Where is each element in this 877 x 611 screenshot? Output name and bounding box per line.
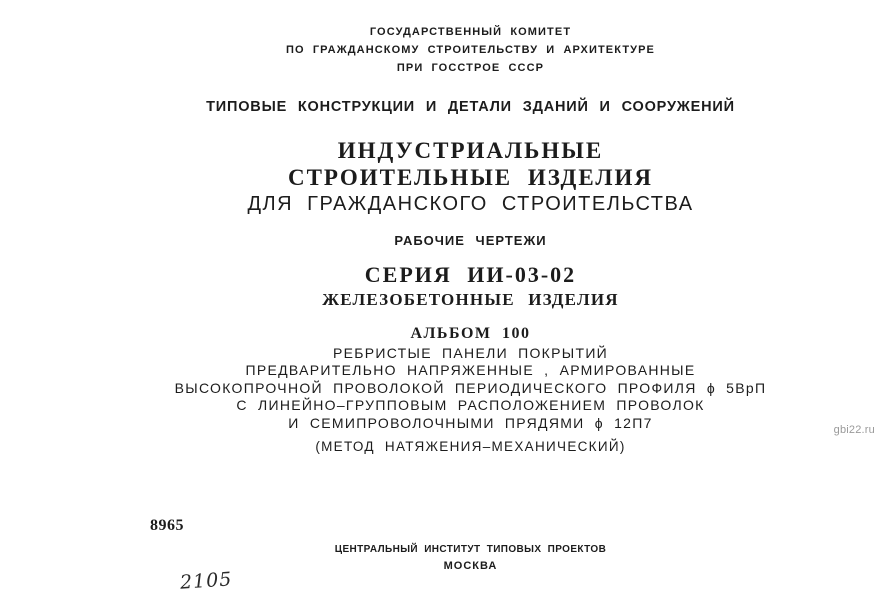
album-line: РЕБРИСТЫЕ ПАНЕЛИ ПОКРЫТИЙ	[332, 344, 609, 361]
handwritten-number: 2105	[179, 568, 234, 594]
main-title-line-2: СТРОИТЕЛЬНЫЕ ИЗДЕЛИЯ	[287, 165, 654, 190]
album-title: АЛЬБОМ 100	[410, 325, 531, 342]
main-title	[64, 137, 877, 218]
series-block	[64, 262, 877, 312]
committee-line-3: ПРИ ГОССТРОЕ СССР	[396, 62, 545, 74]
album-line: С ЛИНЕЙНО–ГРУППОВЫМ РАСПОЛОЖЕНИЕМ ПРОВОЛОК	[236, 397, 705, 413]
committee-header	[64, 23, 877, 77]
publisher-block	[64, 542, 877, 574]
publisher-name: ЦЕНТРАЛЬНЫЙ ИНСТИТУТ ТИПОВЫХ ПРОЕКТОВ	[334, 544, 607, 555]
album-block	[64, 325, 877, 456]
album-line: ПРЕДВАРИТЕЛЬНО НАПРЯЖЕННЫЕ , АРМИРОВАННЫЕ	[245, 362, 696, 378]
series-subtitle: ЖЕЛЕЗОБЕТОННЫЕ ИЗДЕЛИЯ	[322, 290, 619, 309]
committee-line-1: ГОСУДАРСТВЕННЫЙ КОМИТЕТ	[369, 26, 572, 38]
committee-line-2: ПО ГРАЖДАНСКОМУ СТРОИТЕЛЬСТВУ И АРХИТЕКТУРЕ	[286, 44, 655, 56]
main-title-line-3: ДЛЯ ГРАЖДАНСКОГО СТРОИТЕЛЬСТВА	[247, 193, 694, 215]
publisher-city: МОСКВА	[443, 560, 498, 572]
album-method-line: (МЕТОД НАТЯЖЕНИЯ–МЕХАНИЧЕСКИЙ)	[315, 439, 626, 454]
album-line: ВЫСОКОПРОЧНОЙ ПРОВОЛОКОЙ ПЕРИОДИЧЕСКОГО ПРОФИЛЯ ϕ 5ВрП	[174, 379, 767, 396]
work-drawings-label: РАБОЧИЕ ЧЕРТЕЖИ	[394, 233, 547, 248]
order-number: 8965	[150, 517, 184, 534]
site-watermark: gbi22.ru	[833, 424, 875, 436]
album-line: И СЕМИПРОВОЛОЧНЫМИ ПРЯДЯМИ ϕ 12П7	[288, 414, 653, 431]
series-number: СЕРИЯ ИИ-03-02	[364, 262, 577, 287]
typical-constructions-line: ТИПОВЫЕ КОНСТРУКЦИИ И ДЕТАЛИ ЗДАНИЙ И СООРУЖЕНИЙ	[206, 99, 735, 115]
main-title-line-1: ИНДУСТРИАЛЬНЫЕ	[337, 138, 604, 163]
